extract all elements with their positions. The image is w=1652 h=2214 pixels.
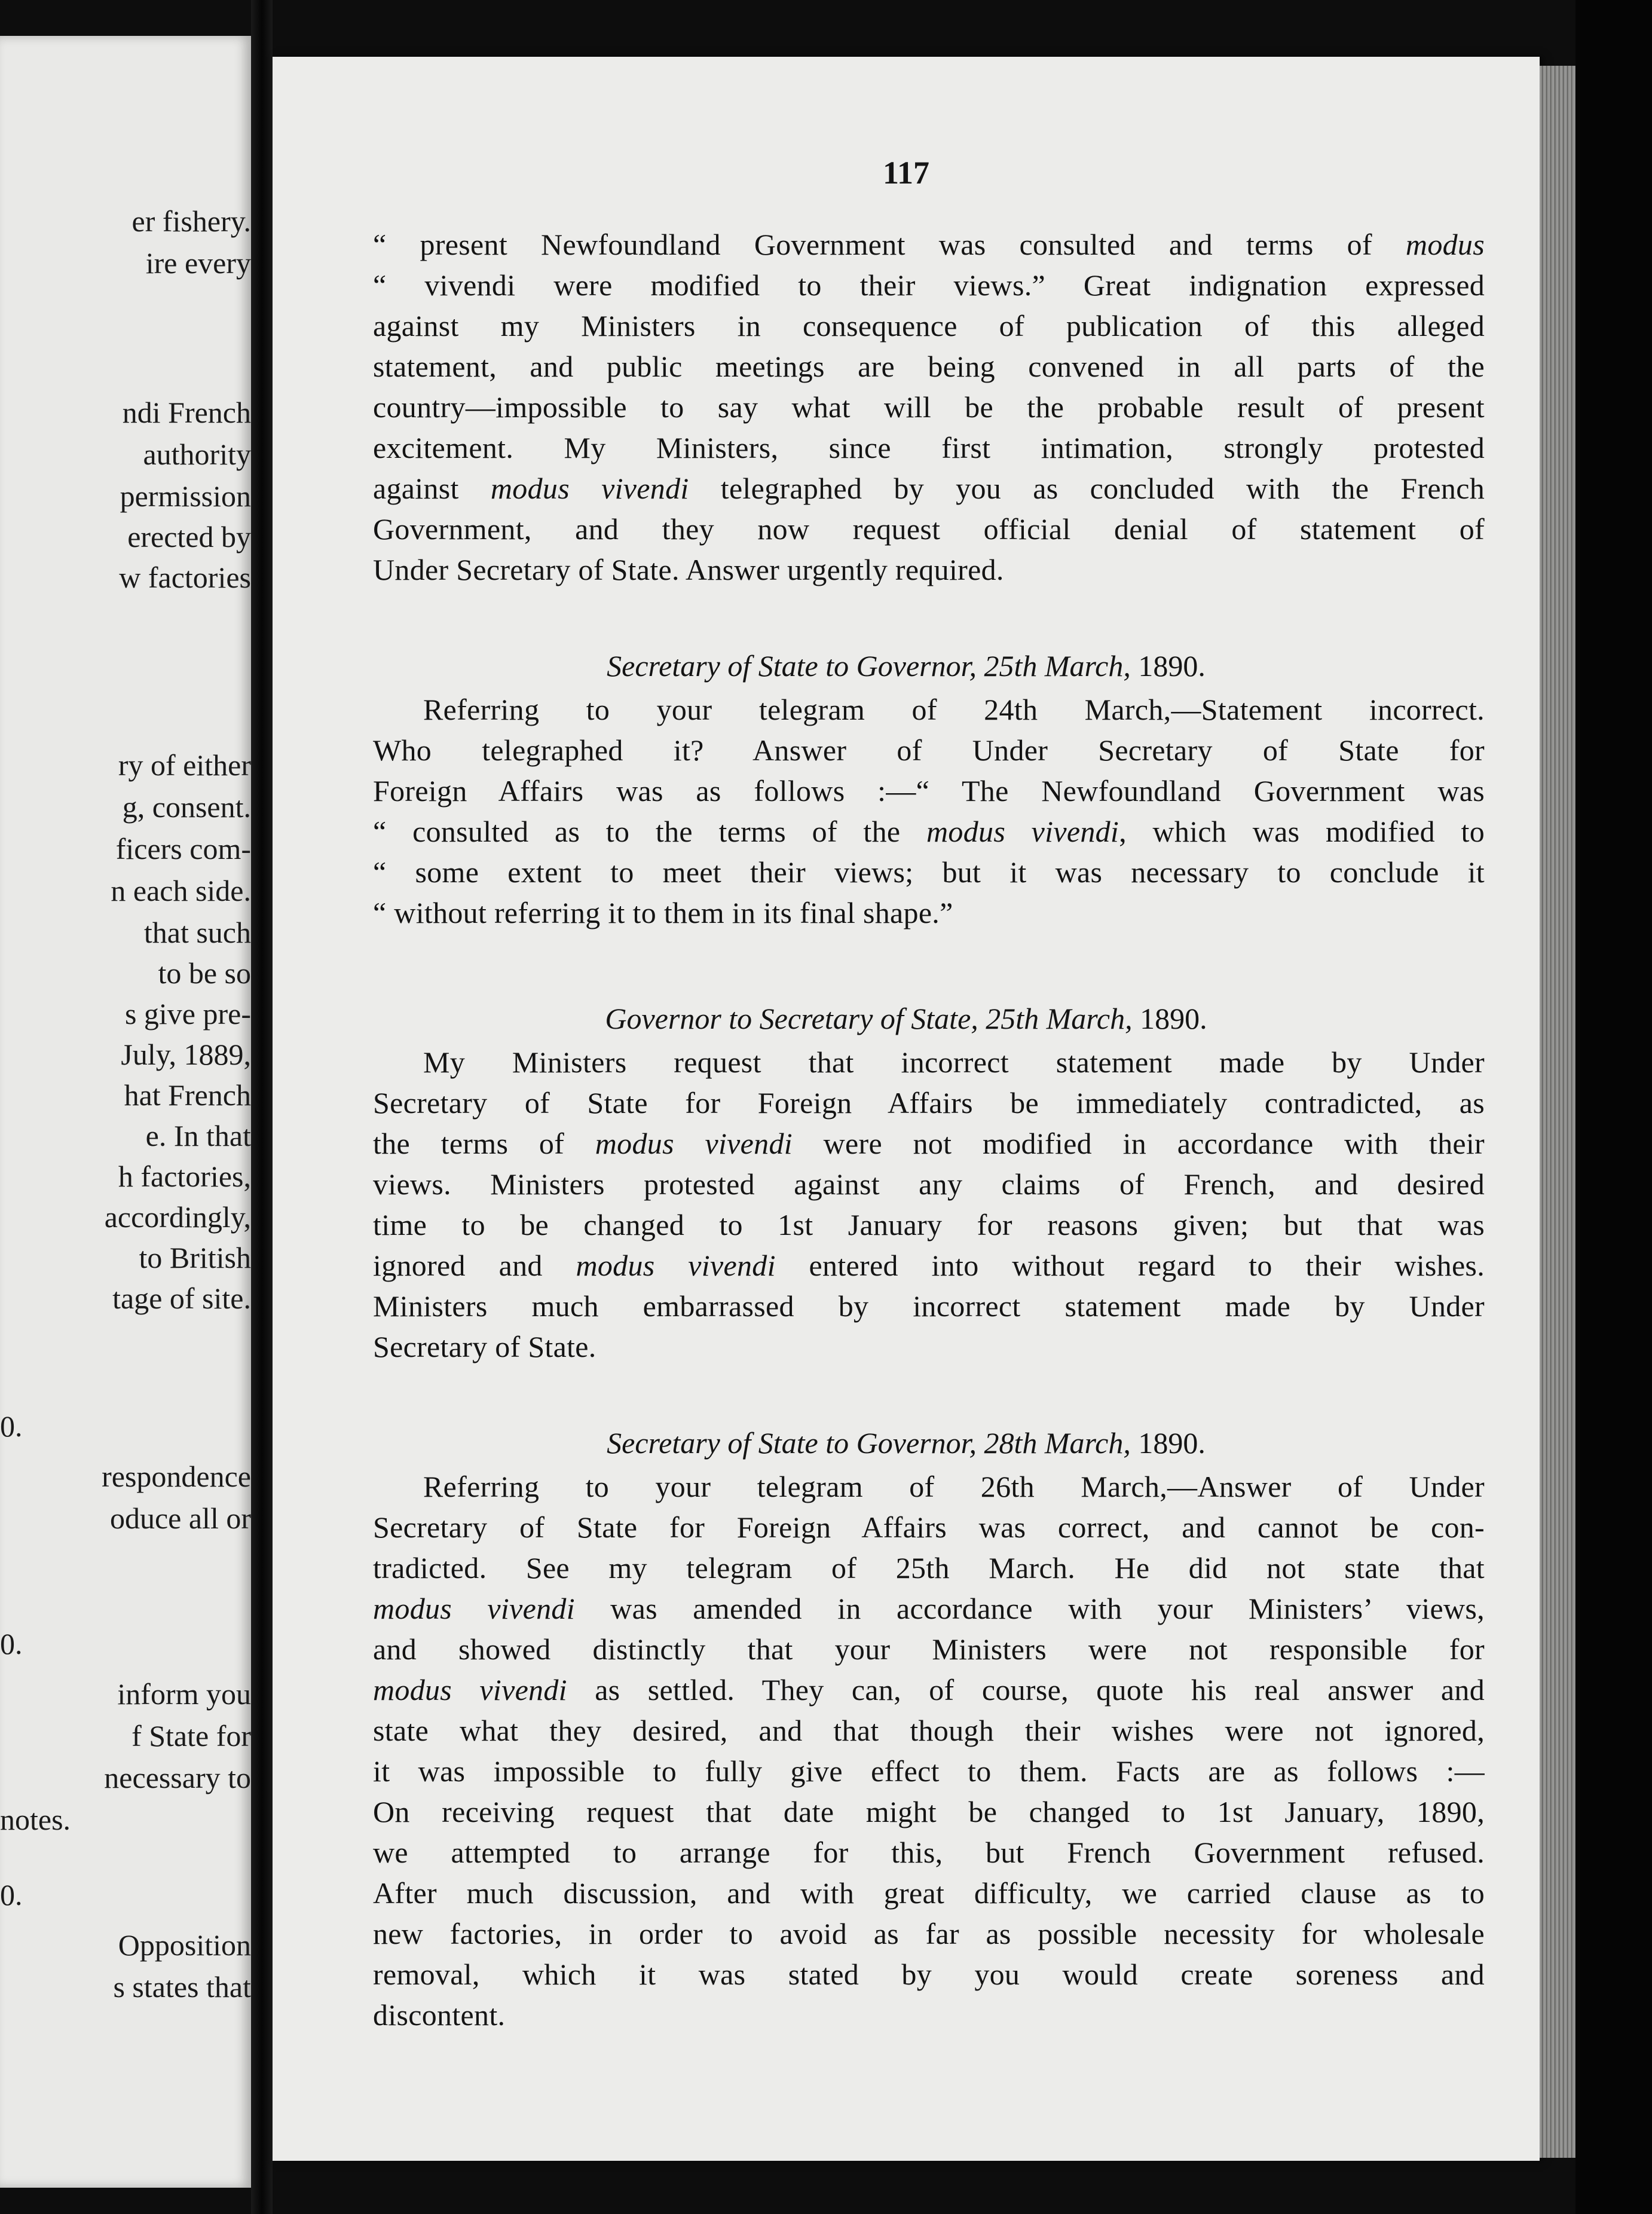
left-line: authority [143, 438, 251, 471]
text-line: On receiving request that date might be changed to 1st January, 1890, [373, 1795, 1485, 1828]
text-line: new factories, in order to avoid as far as possible necessity for wholesale [373, 1917, 1485, 1950]
left-line: 0. [0, 1878, 23, 1912]
left-line: July, 1889, [121, 1038, 251, 1071]
text-line: the terms of modus vivendi were not modified in accordance with their [373, 1127, 1485, 1160]
left-line: permission [120, 479, 251, 513]
left-line: s give pre- [124, 997, 251, 1030]
text-line: against my Ministers in consequence of publication of this alleged [373, 309, 1485, 343]
left-line: accordingly, [104, 1200, 251, 1234]
left-line: erected by [127, 520, 251, 554]
left-page-fragment [0, 36, 251, 2188]
section-heading: Secretary of State to Governor, 25th March, 1890. [607, 649, 1206, 683]
left-line: Opposition [118, 1928, 251, 1962]
paragraph-4 [373, 1466, 1485, 2035]
left-line: ficers com- [115, 832, 251, 866]
left-line: to be so [158, 956, 251, 990]
text-line: After much discussion, and with great difficulty, we carried clause as to [373, 1876, 1485, 1910]
text-line: we attempted to arrange for this, but French Government refused. [373, 1836, 1485, 1869]
section-heading: Governor to Secretary of State, 25th March, 1890. [605, 1002, 1207, 1035]
text-line: modus vivendi was amended in accordance with your Ministers’ views, [373, 1592, 1485, 1625]
left-line: e. In that [145, 1119, 251, 1152]
left-line: 0. [0, 1409, 23, 1443]
text-line: state what they desired, and that though their wishes were not ignored, [373, 1714, 1485, 1747]
text-line: time to be changed to 1st January for reasons given; but that was [373, 1208, 1485, 1241]
text-line: My Ministers request that incorrect statement made by Under [423, 1045, 1485, 1079]
text-line: “ without referring it to them in its final shape.” [373, 896, 953, 929]
text-line: “ vivendi were modified to their views.” Great indignation expressed [373, 268, 1485, 302]
left-line: w factories [119, 561, 251, 594]
text-line: it was impossible to fully give effect to them. Facts are as follows :— [373, 1754, 1485, 1788]
left-line: er fishery. [131, 204, 251, 238]
left-line: oduce all or [109, 1502, 251, 1535]
text-line: Who telegraphed it? Answer of Under Secretary of State for [373, 733, 1485, 767]
left-line: h factories, [118, 1160, 251, 1193]
text-line: removal, which it was stated by you would create soreness and [373, 1958, 1485, 1991]
text-line: tradicted. See my telegram of 25th March. He did not state that [373, 1551, 1485, 1585]
text-line: ignored and modus vivendi entered into without regard to their wishes. [373, 1249, 1485, 1282]
text-line: Referring to your telegram of 26th March,—Answer of Under [423, 1470, 1485, 1503]
main-page [273, 57, 1540, 2161]
paragraph-2 [373, 689, 1485, 933]
text-line: Under Secretary of State. Answer urgently required. [373, 553, 1004, 586]
left-line: notes. [0, 1803, 71, 1836]
page-number: 117 [882, 155, 930, 191]
text-line: views. Ministers protested against any claims of French, and desired [373, 1167, 1485, 1201]
text-line: Government, and they now request official denial of statement of [373, 512, 1485, 546]
text-line: modus vivendi as settled. They can, of course, quote his real answer and [373, 1673, 1485, 1707]
text-line: Referring to your telegram of 24th March,—Statement incorrect. [423, 693, 1485, 726]
text-line: “ present Newfoundland Government was consulted and terms of modus [373, 228, 1485, 261]
page-edge [1540, 66, 1575, 2158]
left-line: n each side. [111, 874, 251, 907]
left-line: that such [143, 916, 251, 949]
paragraph-3 [373, 1042, 1485, 1367]
text-line: excitement. My Ministers, since first intimation, strongly protested [373, 431, 1485, 464]
text-line: statement, and public meetings are being convened in all parts of the [373, 350, 1485, 383]
text-line: “ consulted as to the terms of the modus vivendi, which was modified to [373, 815, 1485, 848]
scan-background [1575, 0, 1652, 2214]
left-line: inform you [117, 1677, 251, 1711]
book-gutter [251, 0, 273, 2214]
text-line: Ministers much embarrassed by incorrect statement made by Under [373, 1289, 1485, 1323]
left-line: ndi French [122, 396, 251, 429]
text-line: Secretary of State for Foreign Affairs was correct, and cannot be con- [373, 1510, 1485, 1544]
left-line: tage of site. [112, 1282, 251, 1315]
text-line: Secretary of State for Foreign Affairs be immediately contradicted, as [373, 1086, 1485, 1120]
text-line: Secretary of State. [373, 1330, 596, 1363]
text-line: Foreign Affairs was as follows :—“ The Newfoundland Government was [373, 774, 1485, 808]
left-line: g, consent. [122, 790, 251, 824]
section-heading: Secretary of State to Governor, 28th March, 1890. [607, 1426, 1206, 1460]
left-line: ry of either [118, 748, 251, 782]
text-line: against modus vivendi telegraphed by you as concluded with the French [373, 472, 1485, 505]
text-line: discontent. [373, 1998, 506, 2032]
left-line: hat French [124, 1078, 251, 1112]
left-line: f State for [131, 1719, 251, 1753]
paragraph-1 [373, 224, 1485, 590]
text-line: country—impossible to say what will be the probable result of present [373, 390, 1485, 424]
left-line: respondence [102, 1460, 251, 1493]
left-line: to British [139, 1241, 251, 1274]
left-line: s states that [113, 1970, 251, 2004]
left-line: necessary to [104, 1761, 251, 1794]
text-line: and showed distinctly that your Ministers were not responsible for [373, 1632, 1485, 1666]
left-line: ire every [145, 246, 251, 280]
left-line: 0. [0, 1627, 23, 1661]
text-line: “ some extent to meet their views; but it was necessary to conclude it [373, 855, 1485, 889]
